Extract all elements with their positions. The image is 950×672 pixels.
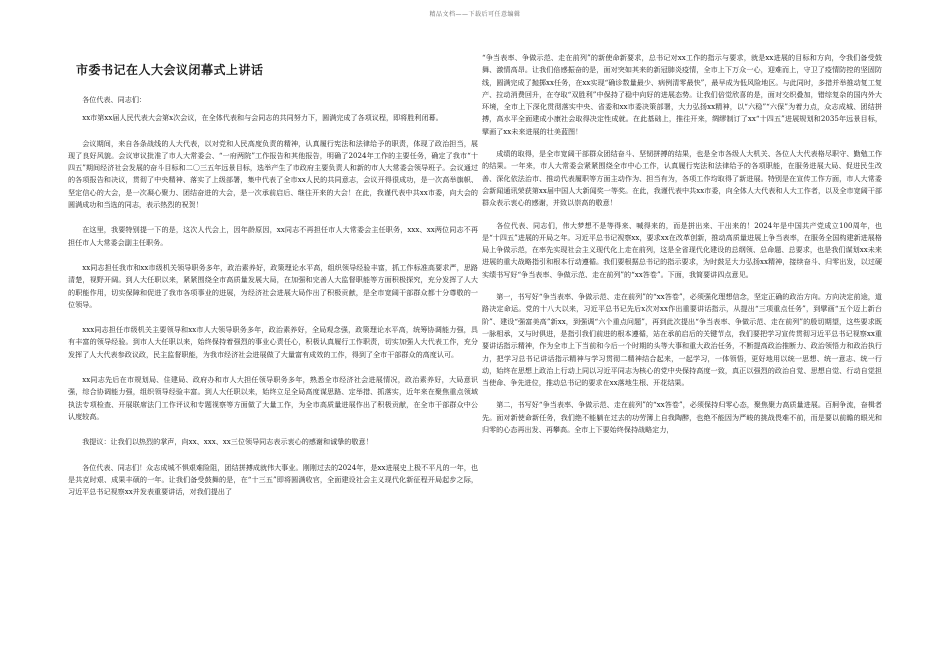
paragraph: xxx同志担任市级机关主要领导和xx市人大领导职务多年，政治素养好，全局观念强，政策理论水平高，统筹协调能力强，具有丰富的领导经验。到市人大任职以来，始终保持着强烈的事业心责任心，积极认真履行工作职责，切实加强人大代表工作，充分发挥了人大代表参政议政，民主监督职能，为我市经济社会进展做了大量富有成效的工作，得到了全市干部群众的高度认可。 [68,325,478,359]
paragraph: 我提议：让我们以热烈的掌声，向xx、xxx、xx三位领导同志表示衷心的感谢和诚挚的敬意！ [82,437,373,447]
paragraph: xx市第xx届人民代表大会第x次会议，在全体代表和与会同志的共同努力下，圆满完成了各项议程，即将胜利闭幕。 [82,113,443,123]
paragraph: 第一，书写好“争当表率、争做示范、走在前列”的“xx答卷”，必须强化理想信念，坚定正确的政治方向。方向决定前途，道路决定命运。党的十八大以来，习近平总书记先后x次对xx作出重要讲话指示，从提出“三项重点任务”，到擘画“五个迈上新台阶”、建设“强富美高”新xx，到强调“六个重点问题”，再到此次提出“争当表率、争做示范、走在前列”的殷切期望，这些要求既一脉相承，又与时俱进，是指引我们前进的根本遵循，站在承前启后的关键节点，我们要把学习宣传贯彻习近平总书记视察xx重要讲话指示精神，作为全市上下当前和今后一个时期的头等大事和重大政治任务，不断提高政治推断力、政治领悟力和政治执行力，把学习总书记讲话指示精神与学习贯彻二精神结合起来，一起学习，一体领悟，更好地用以统一思想、统一意志、统一行动，始终在思想上政治上行动上同以习近平同志为核心的党中央保持高度一致，真正以强烈的政治自觉、思想自觉、行动自觉担当使命、争先进位，推动总书记的要求在xx落地生根、开花结果。 [482,292,882,388]
paragraph: xx同志先后在市规划局、住建局、政府办和市人大担任领导职务多年，熟悉全市经济社会进展情况，政治素养好，大局意识强，综合协调能力强，组织领导经验丰富。到人大任职以来，始终立足全局高度谋思路、定举措、抓落实，近年来在聚焦重点领域执法专项检查、开展联席法门工作评议和专题视察等方面做了大量工作，为全市高质量进展作出了积极贡献，在全市干部群众中公认度较高。 [68,375,478,421]
paragraph: 会议期间，来自各条战线的人大代表，以对党和人民高度负责的精神，认真履行宪法和法律给予的职责，体现了政治担当，展现了良好风貌。会议审议批准了市人大常委会、“一府两院”工作报告和其他报告，明确了2024年工作的主要任务，确定了我市“十四五”期间经济社会发展的奋斗目标和二〇三五年远景目标，选举产生了市政府主要负责人和新的市人大常委会领导班子。会议通过的各项报告和决议，贯彻了中央精神、落实了上级部署，集中代表了全市xx人民的共同意志，会议开得很成功，是一次高举旗帜、坚定信心的大会，是一次凝心聚力、团结奋进的大会，是一次承前启后、继往开来的大会！在此，我谨代表中共xx市委，向大会的圆满成功和当选的同志，表示热烈的祝贺！ [68,138,478,210]
left-column [68,52,478,511]
paragraph: 在这里，我要特别提一下的是，这次人代会上，因年龄原因，xx同志不再担任市人大常委会主任职务，xxx、xx两位同志不再担任市人大常委会副主任职务。 [68,225,478,247]
paragraph: 各位代表、同志们，伟大梦想不是等得来、喊得来的，而是拼出来、干出来的！2024年是中国共产党成立100周年，也是“十四五”进展的开局之年。习近平总书记视察xx，要求xx在改革创新，推动高质量进展上争当表率，在服务全国构建新进展格局上争做示范，在率先实现社会主义现代化上走在前列，这是全省现代化建设的总纲领、总命题、总要求，也是我们谋划xx未来进展的重大战略指引和根本行动遵循。我们要根据总书记的指示要求，为时鼓足大力弘扬xx精神，接续奋斗、归零出发，以过硬实绩书写好“争当表率、争做示范、走在前列”的“xx答卷”。下面，我简要讲四点意见。 [482,220,882,279]
paragraph: 成绩的取得，是全市宽阔干部群众团结奋斗、坚韧拼搏的结果，也是全市各级人大机关、各位人大代表格尽职守、勤勉工作的结果。一年来，市人大常委会紧紧围绕全市中心工作，认真履行宪法和法律给予的各项职能，在服务进展大局、促进民生改善、深化依法治市、推动代表履职等方面主动作为、担当有为，各项工作均取得了新进展。特别是在宣传工作方面，市人大常委会新闻通讯荣获第xx届中国人大新闻奖一等奖。在此，我谨代表中共xx市委，向全体人大代表和人大工作者，以及全市宽阔干部群众表示衷心的感谢，并致以崇高的敬意！ [482,149,882,208]
paragraph: 第二，书写好“争当表率、争做示范、走在前列”的“xx答卷”，必须保持归零心态，聚焦聚力高质量进展。百舸争流，奋楫者先。面对新使命新任务，我们绝不能躺在过去的功劳簿上自我陶醉，也绝不能因为严峻的挑战畏难不前，而是要以前瞻的眼光和归零的心态再出发、再攀高。全市上下要始终保持战略定力， [482,400,882,435]
paragraph: xx同志担任我市和xx市级机关领导职务多年，政治素养好，政策理论水平高，组织领导经验丰富，抓工作标准高要求严，思路清楚，视野开阔。到人大任职以来，紧紧围绕全市高质量发展大局，在加强和完善人大监督职能等方面积极探究，充分发挥了人大的职能作用，切实保障和促进了我市各项事业的进展，为经济社会进展大局作出了积极贡献，是全市宽阔干部群众都十分尊敬的一位领导。 [68,262,478,309]
paragraph: 各位代表、同志们！众志成城不惧艰难险阻，团结拼搏成就伟大事业。刚刚过去的2024年，是xx进展史上极不平凡的一年，也是共克时艰、成果丰硕的一年。让我们备受鼓舞的是，在“十三五”即将圆满收官，全面建设社会主义现代化新征程开局起步之际，习近平总书记视察xx并发表重要讲话，对我们提出了 [68,462,478,497]
salutation: 各位代表、同志们： [82,95,147,104]
page-header-note: 精品文档——下载后可任意编辑 [429,11,521,18]
document-title: 市委书记在人大会议闭幕式上讲话 [76,63,264,77]
right-column [482,52,882,446]
paragraph: “争当表率、争做示范、走在前列”的新使命新要求，总书记对xx工作的指示与要求，就是xx进展的目标和方向，令我们备受鼓舞、激情高昂。让我们倍感振奋的是，面对突如其来的新冠肺炎疫情，全市上下万众一心，迎难而上，守卫了疫情防控的坚固防线，圆满完成了抛掷xx任务，在xx实现“确诊数量最少、病例清零最快”，最早成为低风险地区。与此同时，多措并举推动复工复产、拉动消费回升，在夺取“双胜利”中保持了稳中向好的进展态势。让我们倍觉欣喜的是，面对交织叠加，错综复杂的国内外大环境，全市上下深化贯彻落实中央、省委和xx市委决策部署，大力弘扬xx精神，以“六稳”“六保”为着力点，众志成城、团结拼搏，高水平全面建成小康社会取得决定性成就。在此基础上，推往开来，绸缪制订了xx“十四五”进展规划和2035年远景目标，擘画了xx未来进展的壮美蓝图！ [482,53,882,136]
